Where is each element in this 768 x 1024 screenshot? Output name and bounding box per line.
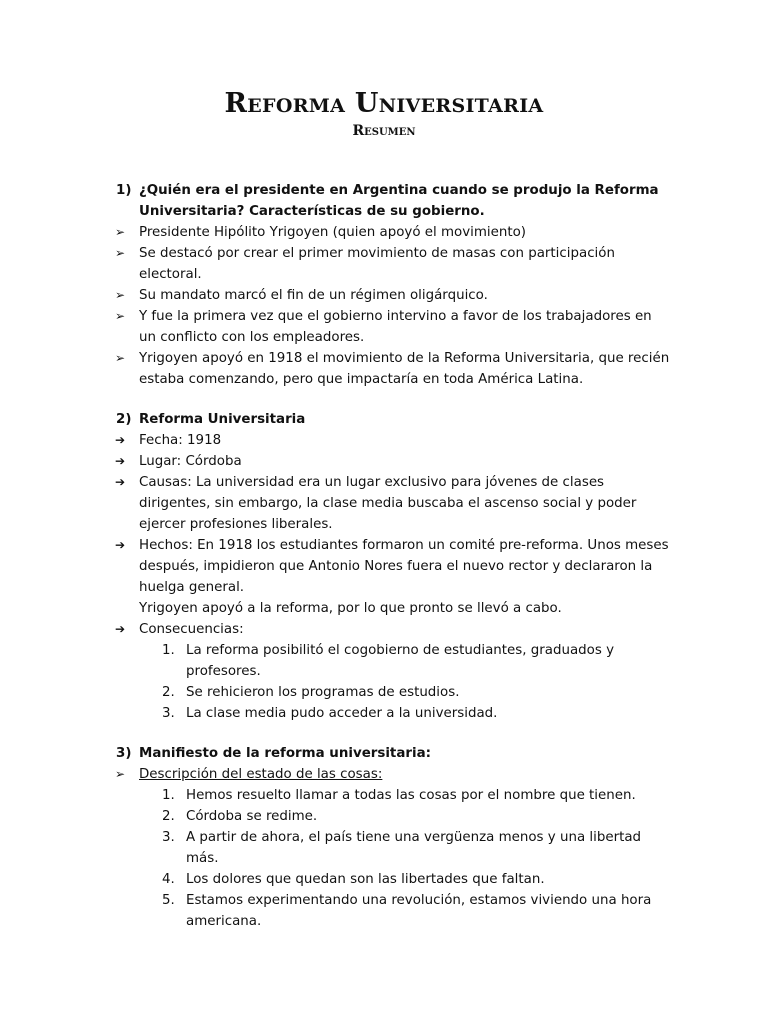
list-item: ➢ Presidente Hipólito Yrigoyen (quien apoyó el movimiento)	[139, 222, 672, 243]
arrow-bullet-icon: ➔	[115, 622, 126, 636]
sublist-item: 3. La clase media pudo acceder a la universidad.	[162, 706, 498, 721]
numbered-sublist	[139, 640, 672, 724]
list-item: ➢ Se destacó por crear el primer movimiento de masas con participación electoral.	[139, 243, 672, 285]
document-body	[112, 180, 672, 932]
chevron-bullet-icon: ➢	[115, 225, 126, 239]
sublist-item: 2. Se rehicieron los programas de estudios.	[162, 685, 460, 700]
arrow-bullet-icon: ➔	[115, 454, 126, 468]
section-heading: Reforma Universitaria	[139, 412, 306, 427]
section-3	[112, 743, 672, 932]
list-item: ➢ Descripción del estado de las cosas:	[139, 764, 672, 785]
chevron-bullet-icon: ➢	[115, 351, 126, 365]
sublist-item: 1. Hemos resuelto llamar a todas las cosas por el nombre que tienen.	[162, 788, 636, 803]
chevron-bullet-icon: ➢	[115, 288, 126, 302]
sublist-item: 5. Estamos experimentando una revolución, estamos viviendo una hora americana.	[162, 893, 652, 929]
chevron-bullet-icon: ➢	[115, 246, 126, 260]
arrow-bullet-icon: ➔	[115, 433, 126, 447]
list-item: ➔ Causas: La universidad era un lugar exclusivo para jóvenes de clases dirigentes, sin embargo, la clase media buscaba el ascenso social y poder ejercer profesiones liberales.	[139, 472, 672, 535]
sublist-item: 3. A partir de ahora, el país tiene una vergüenza menos y una libertad más.	[162, 830, 642, 866]
section-number: 1)	[116, 183, 132, 198]
section-number: 2)	[116, 412, 132, 427]
sublist-item: 4. Los dolores que quedan son las libertades que faltan.	[162, 872, 545, 887]
list-item: ➢ Y fue la primera vez que el gobierno intervino a favor de los trabajadores en un conflicto con los empleadores.	[139, 306, 672, 348]
page-title: Reforma Universitaria	[224, 88, 544, 119]
page-subtitle: Resumen	[352, 123, 416, 139]
chevron-bullet-icon: ➢	[115, 309, 126, 323]
section-number: 3)	[116, 746, 132, 761]
arrow-bullet-icon: ➔	[115, 538, 126, 552]
list-item: ➔ Hechos: En 1918 los estudiantes formaron un comité pre-reforma. Unos meses después, impidieron que Antonio Nores fuera el nuevo rector y declararon la huelga general.	[139, 535, 672, 598]
section-1	[112, 180, 672, 390]
list-item: ➔ Fecha: 1918	[139, 430, 672, 451]
section-heading: Manifiesto de la reforma universitaria:	[139, 746, 431, 761]
section-2	[112, 409, 672, 724]
list-item: ➔ Consecuencias:	[139, 619, 672, 640]
numbered-sublist	[139, 785, 672, 932]
chevron-bullet-icon: ➢	[115, 767, 126, 781]
arrow-bullet-icon: ➔	[115, 475, 126, 489]
sublist-item: 2. Córdoba se redime.	[162, 809, 318, 824]
list-item: ➢ Su mandato marcó el fin de un régimen oligárquico.	[139, 285, 672, 306]
section-note: Yrigoyen apoyó a la reforma, por lo que pronto se llevó a cabo.	[139, 601, 562, 616]
list-item: ➔ Lugar: Córdoba	[139, 451, 672, 472]
list-item: ➢ Yrigoyen apoyó en 1918 el movimiento de la Reforma Universitaria, que recién estaba comenzando, pero que impactaría en toda América Latina.	[139, 348, 672, 390]
sublist-item: 1. La reforma posibilitó el cogobierno de estudiantes, graduados y profesores.	[162, 643, 615, 679]
section-heading: ¿Quién era el presidente en Argentina cuando se produjo la Reforma Universitaria? Características de su gobierno.	[139, 183, 659, 219]
